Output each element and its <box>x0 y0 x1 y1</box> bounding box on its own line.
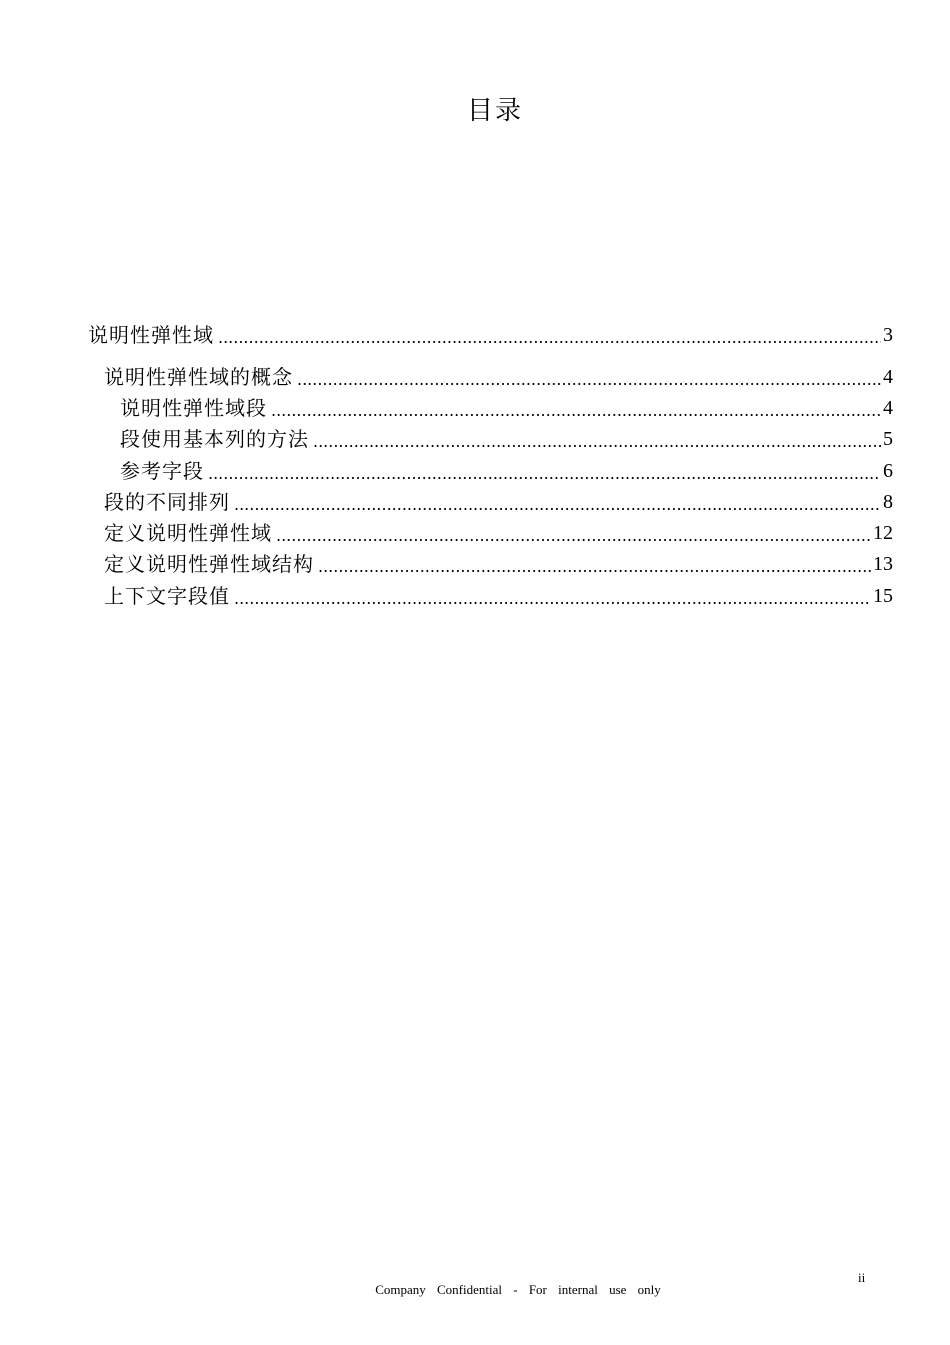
toc-entry[interactable] <box>88 485 893 517</box>
toc-dot-leader <box>318 555 871 579</box>
toc-dot-leader <box>234 493 881 517</box>
toc-entry[interactable] <box>88 579 893 611</box>
toc-entry-page: 4 <box>883 366 893 388</box>
toc-dot-leader <box>208 462 881 486</box>
toc-entry-label: 段使用基本列的方法 <box>120 427 309 451</box>
toc-dot-leader <box>313 430 881 454</box>
toc-entry-page: 4 <box>883 397 893 419</box>
confidentiality-footer: Company Confidential - For internal use only <box>375 1282 661 1297</box>
toc-entry-page: 12 <box>873 522 893 544</box>
toc-entry-label: 上下文字段值 <box>104 584 230 608</box>
toc-dot-leader <box>271 399 881 423</box>
toc-entry[interactable] <box>88 547 893 579</box>
toc-dot-leader <box>218 326 881 350</box>
toc-entry-label: 说明性弹性域 <box>88 323 214 347</box>
page-number: ii <box>858 1270 866 1285</box>
toc-entry-page: 13 <box>873 553 893 575</box>
toc-entry-page: 6 <box>883 460 893 482</box>
toc-entry-page: 3 <box>883 324 893 346</box>
toc-entry[interactable] <box>88 318 893 350</box>
toc-entry[interactable] <box>88 360 893 392</box>
toc-entry-page: 5 <box>883 428 893 450</box>
toc-dot-leader <box>276 524 871 548</box>
toc-dot-leader <box>297 368 881 392</box>
toc-entry[interactable] <box>88 516 893 548</box>
toc-entry[interactable] <box>88 391 893 423</box>
toc-entry-label: 说明性弹性域的概念 <box>104 365 293 389</box>
toc-entry-label: 定义说明性弹性域结构 <box>104 552 314 576</box>
page-title: 目录 <box>466 96 523 126</box>
toc-entry[interactable] <box>88 454 893 486</box>
toc-entry-page: 15 <box>873 585 893 607</box>
toc-entry-label: 说明性弹性域段 <box>120 396 267 420</box>
toc-entry-label: 段的不同排列 <box>104 490 230 514</box>
toc-entry[interactable] <box>88 422 893 454</box>
toc-dot-leader <box>234 587 871 611</box>
toc-entry-label: 参考字段 <box>120 459 204 483</box>
toc-entry-label: 定义说明性弹性域 <box>104 521 272 545</box>
toc-entry-page: 8 <box>883 491 893 513</box>
